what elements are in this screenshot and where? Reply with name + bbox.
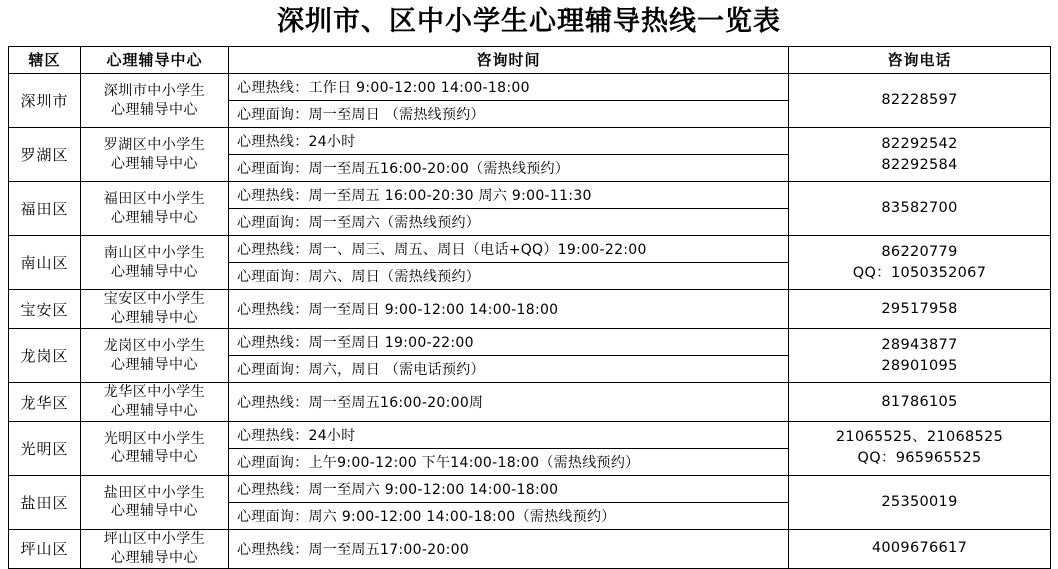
- table-row: [9, 128, 1051, 182]
- cell-center: [81, 421, 229, 475]
- cell-times: [229, 475, 789, 529]
- center-line-2: 心理辅导中心: [111, 263, 198, 280]
- cell-district: 宝安区: [9, 290, 81, 329]
- phone-entry: 82228597: [881, 92, 958, 109]
- cell-phones: [789, 329, 1051, 383]
- cell-district: 坪山区: [9, 529, 81, 568]
- table-row: [9, 421, 1051, 475]
- time-entry: 心理面询：周一至周五16:00-20:00（需热线预约）: [237, 161, 570, 178]
- phone-entry: 86220779: [881, 243, 958, 260]
- column-header-phone: 咨询电话: [789, 47, 1051, 74]
- cell-phones: [789, 236, 1051, 290]
- cell-phones: [789, 182, 1051, 236]
- phone-entry: 81786105: [881, 393, 958, 410]
- cell-district: 深圳市: [9, 74, 81, 128]
- cell-center: [81, 236, 229, 290]
- center-line-2: 心理辅导中心: [111, 209, 198, 226]
- center-line-1: 坪山区中小学生: [103, 530, 206, 547]
- phone-entry: 25350019: [881, 493, 958, 510]
- cell-district: 福田区: [9, 182, 81, 236]
- cell-center: [81, 329, 229, 383]
- cell-district: 龙华区: [9, 383, 81, 422]
- cell-phones: [789, 128, 1051, 182]
- column-header-district: 辖区: [9, 47, 81, 74]
- time-entry: 心理热线：24小时: [229, 128, 788, 155]
- time-entry: 心理面询：周一至周日 （需热线预约）: [237, 107, 485, 124]
- cell-center: [81, 128, 229, 182]
- cell-phones: [789, 421, 1051, 475]
- cell-district: 罗湖区: [9, 128, 81, 182]
- phone-entry: 82292542: [881, 135, 958, 152]
- cell-phones: [789, 475, 1051, 529]
- center-line-2: 心理辅导中心: [111, 101, 198, 118]
- center-line-1: 光明区中小学生: [103, 430, 206, 447]
- cell-district: 龙岗区: [9, 329, 81, 383]
- table-body: [9, 74, 1051, 568]
- phone-entry: 28943877: [881, 336, 958, 353]
- phone-entry-qq: QQ：1050352067: [852, 264, 987, 281]
- phone-entry: 28901095: [881, 357, 958, 374]
- column-header-center: 心理辅导中心: [81, 47, 229, 74]
- cell-phones: [789, 383, 1051, 422]
- center-line-2: 心理辅导中心: [111, 310, 198, 327]
- cell-phones: [789, 74, 1051, 128]
- hotline-table: [8, 46, 1051, 568]
- time-entry: 心理热线：周一至周五16:00-20:00周: [237, 395, 484, 412]
- table-header-row: [9, 47, 1051, 74]
- cell-times: [229, 290, 789, 329]
- cell-center: [81, 290, 229, 329]
- center-line-2: 心理辅导中心: [111, 356, 198, 373]
- table-row: [9, 383, 1051, 422]
- time-entry: 心理热线：周一、周三、周五、周日（电话+QQ）19:00-22:00: [229, 236, 788, 263]
- page-title: 深圳市、区中小学生心理辅导热线一览表: [277, 6, 781, 37]
- time-entry: 心理热线：周一至周日 19:00-22:00: [229, 329, 788, 356]
- time-entry: 心理热线：周一至周六 9:00-12:00 14:00-18:00: [229, 476, 788, 503]
- phone-entry: 4009676617: [871, 540, 968, 557]
- center-line-1: 盐田区中小学生: [103, 484, 206, 501]
- phone-entry-qq: QQ：965965525: [857, 450, 982, 467]
- time-entry: 心理面询：周一至周六（需热线预约）: [237, 215, 481, 232]
- cell-center: [81, 529, 229, 568]
- table-row: [9, 74, 1051, 128]
- cell-times: [229, 421, 789, 475]
- cell-district: 光明区: [9, 421, 81, 475]
- cell-times: [229, 329, 789, 383]
- table-row: [9, 182, 1051, 236]
- center-line-1: 福田区中小学生: [103, 191, 206, 207]
- center-line-2: 心理辅导中心: [111, 449, 198, 466]
- center-line-1: 宝安区中小学生: [103, 291, 206, 308]
- cell-district: 盐田区: [9, 475, 81, 529]
- cell-center: [81, 182, 229, 236]
- time-entry: 心理热线：24小时: [229, 422, 788, 449]
- table-row: [9, 329, 1051, 383]
- cell-district: 南山区: [9, 236, 81, 290]
- center-line-2: 心理辅导中心: [111, 403, 198, 420]
- table-row: [9, 236, 1051, 290]
- center-line-1: 南山区中小学生: [103, 245, 206, 261]
- table-row: [9, 475, 1051, 529]
- phone-entry: 29517958: [881, 300, 958, 317]
- cell-times: [229, 182, 789, 236]
- cell-center: [81, 475, 229, 529]
- time-entry: 心理热线：工作日 9:00-12:00 14:00-18:00: [229, 74, 788, 101]
- center-line-1: 龙华区中小学生: [103, 384, 206, 401]
- center-line-2: 心理辅导中心: [111, 549, 198, 566]
- cell-times: [229, 128, 789, 182]
- time-entry: 心理面询：上午9:00-12:00 下午14:00-18:00（需热线预约）: [237, 454, 640, 471]
- time-entry: 心理面询：周六，周日 （需电话预约）: [237, 362, 485, 379]
- time-entry: 心理热线：周一至周五 16:00-20:30 周六 9:00-11:30: [229, 182, 788, 209]
- center-line-2: 心理辅导中心: [111, 155, 198, 172]
- cell-times: [229, 236, 789, 290]
- table-row: [9, 529, 1051, 568]
- cell-times: [229, 383, 789, 422]
- phone-entry: 21065525、21068525: [835, 429, 1004, 446]
- cell-times: [229, 529, 789, 568]
- center-line-2: 心理辅导中心: [111, 503, 198, 520]
- column-header-time: 咨询时间: [229, 47, 789, 74]
- table-row: [9, 290, 1051, 329]
- cell-center: [81, 74, 229, 128]
- time-entry: 心理面询：周六、周日（需热线预约）: [237, 269, 481, 286]
- phone-entry: 83582700: [881, 200, 958, 217]
- cell-phones: [789, 529, 1051, 568]
- time-entry: 心理热线：周一至周日 9:00-12:00 14:00-18:00: [237, 302, 559, 319]
- center-line-1: 深圳市中小学生: [103, 83, 206, 99]
- phone-entry: 82292584: [881, 156, 958, 173]
- center-line-1: 罗湖区中小学生: [103, 137, 206, 153]
- time-entry: 心理面询：周六 9:00-12:00 14:00-18:00（需热线预约）: [237, 508, 616, 525]
- time-entry: 心理热线：周一至周五17:00-20:00: [237, 541, 470, 558]
- cell-phones: [789, 290, 1051, 329]
- cell-center: [81, 383, 229, 422]
- center-line-1: 龙岗区中小学生: [103, 337, 206, 354]
- cell-times: [229, 74, 789, 128]
